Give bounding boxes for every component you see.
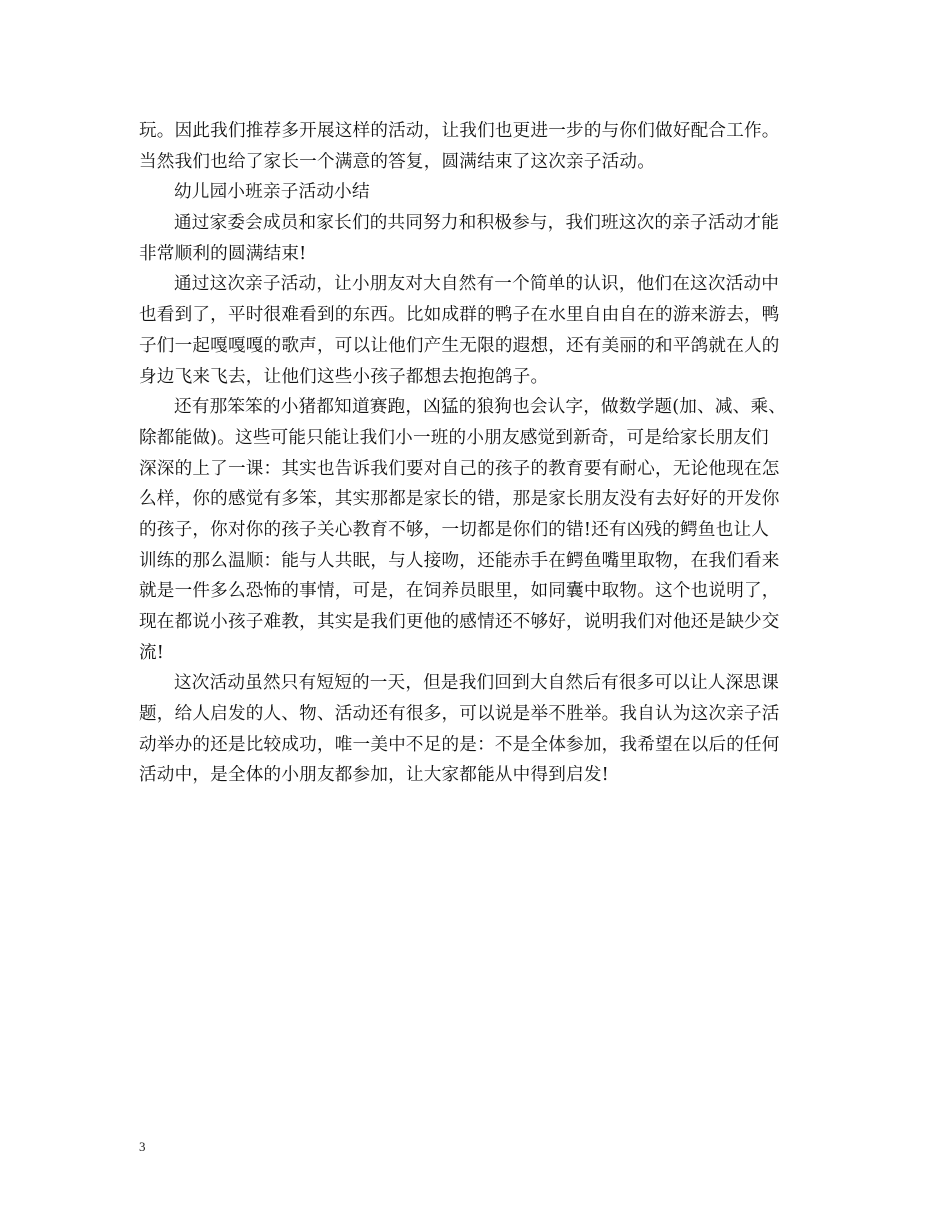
section-heading: 幼儿园小班亲子活动小结 xyxy=(174,182,370,203)
text-line: 训练的那么温顺：能与人共眠，与人接吻，还能赤手在鳄鱼嘴里取物，在我们看来 xyxy=(139,550,780,571)
text-line: 通过这次亲子活动，让小朋友对大自然有一个简单的认识，他们在这次活动中 xyxy=(174,274,779,295)
text-line: 通过家委会成员和家长们的共同努力和积极参与，我们班这次的亲子活动才能 xyxy=(174,213,779,234)
text-line: 流! xyxy=(139,642,165,663)
text-line: 这次活动虽然只有短短的一天，但是我们回到大自然后有很多可以让人深思课 xyxy=(174,673,779,694)
text-line: 除都能做)。这些可能只能让我们小一班的小朋友感觉到新奇，可是给家长朋友们 xyxy=(139,427,769,448)
text-line: 就是一件多么恐怖的事情，可是，在饲养员眼里，如同囊中取物。这个也说明了， xyxy=(139,581,780,602)
text-line: 玩。因此我们推荐多开展这样的活动，让我们也更进一步的与你们做好配合工作。 xyxy=(139,121,780,141)
text-line: 动举办的还是比较成功，唯一美中不足的是：不是全体参加，我希望在以后的任何 xyxy=(139,734,780,755)
text-line: 身边飞来飞去，让他们这些小孩子都想去抱抱鸽子。 xyxy=(139,366,549,387)
text-line: 深深的上了一课：其实也告诉我们要对自己的孩子的教育要有耐心，无论他现在怎 xyxy=(139,458,780,479)
text-line: 么样，你的感觉有多笨，其实那都是家长的错，那是家长朋友没有去好好的开发你 xyxy=(139,489,780,510)
text-line: 也看到了，平时很难看到的东西。比如成群的鸭子在水里自由自在的游来游去，鸭 xyxy=(139,305,780,326)
text-line: 的孩子，你对你的孩子关心教育不够，一切都是你们的错!还有凶残的鳄鱼也让人 xyxy=(139,519,770,540)
text-line: 当然我们也给了家长一个满意的答复，圆满结束了这次亲子活动。 xyxy=(139,151,656,172)
text-line: 活动中，是全体的小朋友都参加，让大家都能从中得到启发! xyxy=(139,765,609,786)
text-line: 还有那笨笨的小猪都知道赛跑，凶猛的狼狗也会认字，做数学题(加、减、乘、 xyxy=(174,397,787,418)
text-line: 现在都说小孩子难教，其实是我们更他的感情还不够好，说明我们对他还是缺少交 xyxy=(139,612,780,632)
page-number: 3 xyxy=(139,1139,146,1154)
text-line: 非常顺利的圆满结束! xyxy=(139,243,307,264)
text-line: 子们一起嘎嘎嘎的歌声，可以让他们产生无限的遐想，还有美丽的和平鸽就在人的 xyxy=(139,335,780,356)
document-body xyxy=(139,116,815,791)
text-line: 题，给人启发的人、物、活动还有很多，可以说是举不胜举。我自认为这次亲子活 xyxy=(139,704,780,725)
